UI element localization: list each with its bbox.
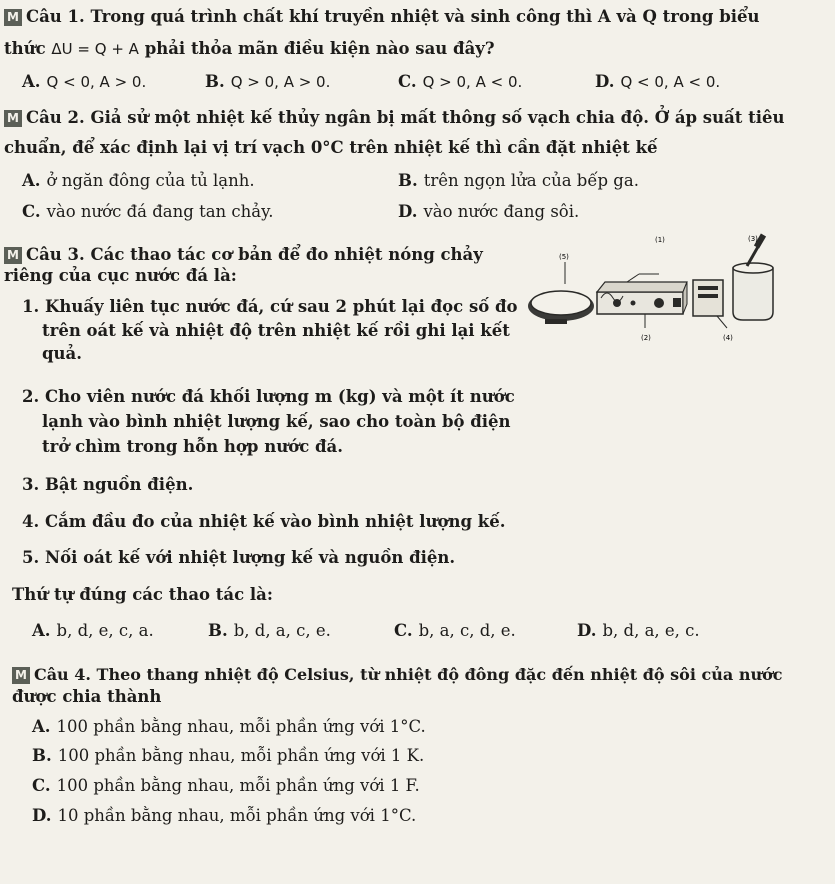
level-badge: M bbox=[4, 9, 22, 26]
q3-step-1-line3: quả. bbox=[42, 344, 82, 363]
option-text: Q > 0, A > 0. bbox=[230, 73, 331, 91]
option-label: A. bbox=[32, 621, 51, 640]
option-text: 100 phần bằng nhau, mỗi phần ứng với 1 K. bbox=[57, 746, 425, 765]
q1-option-d bbox=[595, 71, 720, 93]
step-text: Khuấy liên tục nước đá, cứ sau 2 phút lại đọc số đo bbox=[44, 297, 518, 316]
q4-stem-line1: Theo thang nhiệt độ Celsius, từ nhiệt độ đông đặc đến nhiệt độ sôi của nước bbox=[96, 665, 783, 684]
q1-formula: ΔU = Q + A bbox=[51, 40, 139, 58]
option-label: A. bbox=[32, 717, 51, 736]
q3-step-4 bbox=[22, 511, 505, 533]
q3-step-1-line1 bbox=[22, 296, 518, 318]
q4-option-b bbox=[32, 745, 424, 767]
option-text: vào nước đang sôi. bbox=[423, 202, 580, 221]
option-text: Q > 0, A < 0. bbox=[422, 73, 523, 91]
figure-label-4: (4) bbox=[723, 334, 733, 342]
option-text: b, d, e, c, a. bbox=[56, 621, 154, 640]
q2-line2: chuẩn, để xác định lại vị trí vạch 0°C trên nhiệt kế thì cần đặt nhiệt kế bbox=[4, 138, 658, 157]
q4-line1 bbox=[12, 664, 783, 686]
figure-label-3: (3) bbox=[748, 235, 758, 243]
calorimeter-lid bbox=[733, 263, 773, 273]
wattmeter-dial bbox=[654, 298, 664, 308]
option-label: B. bbox=[205, 72, 225, 91]
calorimeter-apparatus-figure bbox=[527, 228, 777, 346]
option-label: C. bbox=[32, 776, 51, 795]
q2-stem-line1: Giả sử một nhiệt kế thủy ngân bị mất thông số vạch chia độ. Ở áp suất tiêu bbox=[90, 108, 785, 127]
q2-line1 bbox=[4, 107, 785, 129]
wattmeter-box bbox=[597, 292, 683, 314]
wattmeter-socket bbox=[631, 301, 636, 306]
level-badge: M bbox=[4, 247, 22, 264]
option-text: 100 phần bằng nhau, mỗi phần ứng với 1°C. bbox=[56, 717, 426, 736]
q4-option-d bbox=[32, 805, 416, 827]
option-label: D. bbox=[595, 72, 615, 91]
q4-option-c bbox=[32, 775, 420, 797]
q1-option-b bbox=[205, 71, 330, 93]
power-box-slot bbox=[698, 294, 718, 298]
q3-option-b bbox=[208, 620, 331, 642]
option-text: b, d, a, c, e. bbox=[233, 621, 331, 640]
power-box-slot bbox=[698, 286, 718, 290]
q3-step-1-line2: trên oát kế và nhiệt độ trên nhiệt kế rồi ghi lại kết bbox=[42, 321, 510, 340]
option-text: Q < 0, A > 0. bbox=[46, 73, 147, 91]
q3-line1 bbox=[4, 244, 483, 266]
q1-stem-suffix: phải thỏa mãn điều kiện nào sau đây? bbox=[144, 39, 495, 58]
level-badge: M bbox=[12, 667, 30, 684]
step-number: 1. bbox=[22, 297, 40, 316]
q1-option-a bbox=[22, 71, 146, 93]
scale-pan bbox=[531, 291, 591, 315]
q4-number: Câu 4. bbox=[33, 665, 91, 684]
option-label: A. bbox=[22, 72, 41, 91]
q3-option-d bbox=[577, 620, 700, 642]
option-label: B. bbox=[32, 746, 52, 765]
option-text: Q < 0, A < 0. bbox=[620, 73, 721, 91]
q2-option-d bbox=[398, 201, 579, 223]
option-text: b, a, c, d, e. bbox=[418, 621, 516, 640]
option-text: vào nước đá đang tan chảy. bbox=[46, 202, 274, 221]
option-text: trên ngọn lửa của bếp ga. bbox=[423, 171, 639, 190]
option-text: 100 phần bằng nhau, mỗi phần ứng với 1 F. bbox=[56, 776, 420, 795]
option-text: 10 phần bằng nhau, mỗi phần ứng với 1°C. bbox=[57, 806, 417, 825]
q1-stem-prefix: thức bbox=[4, 39, 46, 58]
q1-number: Câu 1. bbox=[25, 7, 85, 26]
figure-label-5: (5) bbox=[559, 253, 569, 261]
q3-step-5 bbox=[22, 547, 455, 569]
q2-number: Câu 2. bbox=[25, 108, 85, 127]
q2-option-c bbox=[22, 201, 274, 223]
step-text: Nối oát kế với nhiệt lượng kế và nguồn điện. bbox=[44, 548, 456, 567]
q2-option-a bbox=[22, 170, 255, 192]
option-label: B. bbox=[208, 621, 228, 640]
q4-option-a bbox=[32, 716, 426, 738]
label-4-leader bbox=[717, 316, 727, 328]
q1-line1 bbox=[4, 6, 760, 28]
q3-step-2-line3: trở chìm trong hỗn hợp nước đá. bbox=[42, 437, 343, 456]
figure-label-1: (1) bbox=[655, 236, 665, 244]
q3-step-3 bbox=[22, 474, 193, 496]
option-label: A. bbox=[22, 171, 41, 190]
option-text: b, d, a, e, c. bbox=[602, 621, 700, 640]
level-badge: M bbox=[4, 110, 22, 127]
scale-display bbox=[545, 319, 567, 324]
figure-label-2: (2) bbox=[641, 334, 651, 342]
q3-step-2-line2: lạnh vào bình nhiệt lượng kế, sao cho toàn bộ điện bbox=[42, 412, 511, 431]
option-label: C. bbox=[394, 621, 413, 640]
q3-stem-line1: Các thao tác cơ bản để đo nhiệt nóng chảy bbox=[90, 245, 483, 264]
q3-line2: riêng của cục nước đá là: bbox=[4, 266, 237, 285]
q1-line2 bbox=[4, 38, 495, 60]
step-number: 2. bbox=[22, 387, 40, 406]
q3-option-c bbox=[394, 620, 516, 642]
step-number: 4. bbox=[22, 512, 40, 531]
wattmeter-top bbox=[597, 282, 687, 292]
q3-order-prompt: Thứ tự đúng các thao tác là: bbox=[12, 585, 273, 604]
option-label: C. bbox=[398, 72, 417, 91]
q1-stem-line1: Trong quá trình chất khí truyền nhiệt và sinh công thì A và Q trong biểu bbox=[90, 7, 760, 26]
step-text: Cho viên nước đá khối lượng m (kg) và một ít nước bbox=[44, 387, 515, 406]
q2-option-b bbox=[398, 170, 639, 192]
option-label: D. bbox=[398, 202, 418, 221]
option-label: B. bbox=[398, 171, 418, 190]
q1-option-c bbox=[398, 71, 522, 93]
step-number: 3. bbox=[22, 475, 40, 494]
q3-option-a bbox=[32, 620, 154, 642]
q3-step-2-line1 bbox=[22, 386, 515, 408]
step-text: Bật nguồn điện. bbox=[44, 475, 194, 494]
label-1-leader bbox=[627, 274, 639, 282]
step-number: 5. bbox=[22, 548, 40, 567]
option-label: D. bbox=[32, 806, 52, 825]
option-text: ở ngăn đông của tủ lạnh. bbox=[46, 171, 255, 190]
option-label: C. bbox=[22, 202, 41, 221]
option-label: D. bbox=[577, 621, 597, 640]
wattmeter-plug bbox=[673, 298, 681, 307]
calorimeter-vessel bbox=[733, 268, 773, 320]
q3-number: Câu 3. bbox=[25, 245, 85, 264]
step-text: Cắm đầu đo của nhiệt kế vào bình nhiệt lượng kế. bbox=[44, 512, 506, 531]
q4-line2: được chia thành bbox=[12, 687, 162, 706]
